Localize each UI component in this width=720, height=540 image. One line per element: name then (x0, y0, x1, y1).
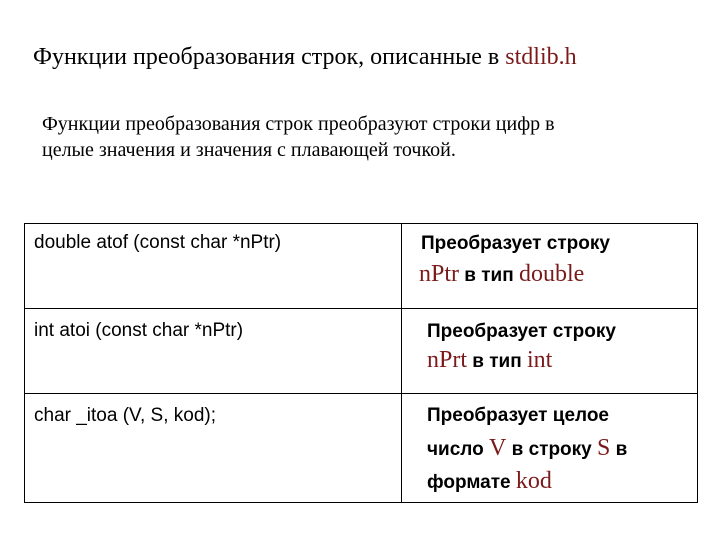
function-description (427, 347, 552, 374)
function-signature: double atof (const char *nPtr) (34, 232, 282, 253)
function-description (427, 468, 552, 495)
function-description (427, 435, 627, 462)
function-signature: char _itoa (V, S, kod); (34, 405, 217, 426)
intro-paragraph (42, 111, 682, 163)
functions-table (24, 223, 698, 503)
description-text: в тип (459, 265, 519, 286)
title-text: Функции преобразования строк, описанные в (33, 44, 506, 70)
intro-line: целые значения и значения с плавающей точкой. (42, 139, 456, 161)
function-description: Преобразует строку (427, 321, 616, 342)
description-text: число (427, 439, 489, 460)
table-row (25, 309, 697, 394)
table-row (25, 394, 697, 502)
code-term: nPtr (419, 261, 460, 287)
description-text: в тип (467, 351, 527, 372)
function-signature: int atoi (const char *nPtr) (34, 320, 244, 341)
function-description (419, 261, 584, 288)
description-text: в (610, 439, 628, 460)
code-term: nPrt (427, 347, 468, 373)
page-title (33, 44, 577, 71)
description-text: формате (427, 472, 516, 493)
title-header-file: stdlib.h (505, 44, 577, 70)
code-term: int (527, 347, 553, 373)
code-term: S (597, 435, 611, 461)
code-term: double (519, 261, 585, 287)
table-row (25, 224, 697, 309)
code-term: kod (515, 468, 552, 494)
function-description: Преобразует целое (427, 405, 610, 426)
code-term: V (488, 435, 507, 461)
function-description: Преобразует строку (421, 233, 610, 254)
intro-line: Функции преобразования строк преобразуют строки цифр в (42, 113, 555, 135)
description-text: в строку (506, 439, 598, 460)
